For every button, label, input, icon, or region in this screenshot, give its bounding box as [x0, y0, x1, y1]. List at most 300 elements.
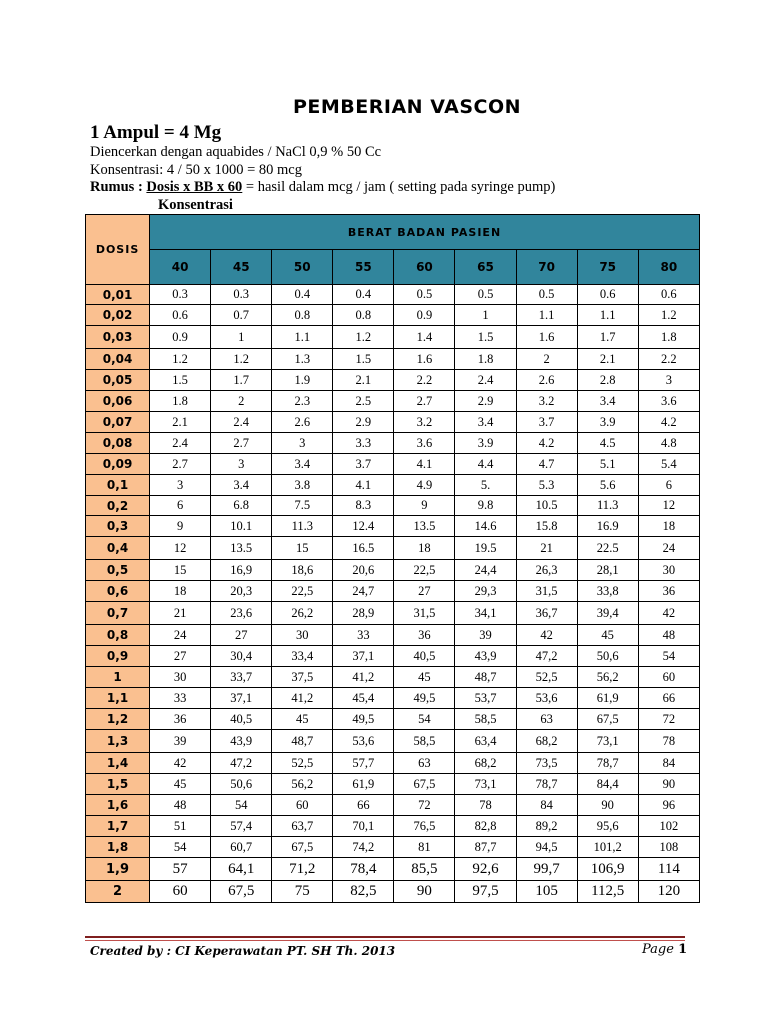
- rate-cell: 16.5: [333, 537, 394, 560]
- rate-cell: 30: [272, 625, 333, 646]
- rate-cell: 24,4: [455, 560, 516, 581]
- rate-cell: 68,2: [516, 730, 577, 753]
- rate-cell: 1.7: [211, 370, 272, 391]
- rate-cell: 18: [394, 537, 455, 560]
- rate-cell: 27: [394, 581, 455, 602]
- rate-cell: 43,9: [211, 730, 272, 753]
- dilution-text: Diencerkan dengan aquabides / NaCl 0,9 % 50 Cc: [90, 144, 382, 160]
- dose-cell: 0,1: [86, 475, 150, 496]
- rate-cell: 99,7: [516, 858, 577, 881]
- dose-cell: 0,6: [86, 581, 150, 602]
- rate-cell: 8.3: [333, 496, 394, 516]
- dose-cell: 0,08: [86, 433, 150, 454]
- rate-cell: 74,2: [333, 837, 394, 858]
- rate-cell: 67,5: [394, 774, 455, 795]
- rate-cell: 1.2: [150, 349, 211, 370]
- rate-cell: 68,2: [455, 753, 516, 774]
- table-row: [86, 837, 700, 858]
- rate-cell: 33,7: [211, 667, 272, 688]
- rate-cell: 12.4: [333, 516, 394, 537]
- rate-cell: 63,7: [272, 816, 333, 837]
- rate-cell: 85,5: [394, 858, 455, 881]
- rate-cell: 24: [150, 625, 211, 646]
- rate-cell: 42: [516, 625, 577, 646]
- rate-cell: 20,6: [333, 560, 394, 581]
- rate-cell: 114: [638, 858, 699, 881]
- rate-cell: 78,4: [333, 858, 394, 881]
- rate-cell: 3.7: [333, 454, 394, 475]
- weight-header-cell: 60: [394, 250, 455, 285]
- table-row: [86, 881, 700, 903]
- dose-cell: 1,6: [86, 795, 150, 816]
- rate-cell: 0.8: [272, 305, 333, 326]
- dose-cell: 1: [86, 667, 150, 688]
- rate-cell: 41,2: [333, 667, 394, 688]
- rate-cell: 51: [150, 816, 211, 837]
- rate-cell: 3.3: [333, 433, 394, 454]
- formula-denominator: Konsentrasi: [158, 197, 233, 213]
- rate-cell: 18: [150, 581, 211, 602]
- rate-cell: 3.2: [516, 391, 577, 412]
- rate-cell: 5.3: [516, 475, 577, 496]
- rate-cell: 2.7: [211, 433, 272, 454]
- rate-cell: 4.8: [638, 433, 699, 454]
- rate-cell: 1.8: [638, 326, 699, 349]
- rate-cell: 37,1: [211, 688, 272, 709]
- rate-cell: 73,5: [516, 753, 577, 774]
- rate-cell: 40,5: [211, 709, 272, 730]
- rate-cell: 2: [211, 391, 272, 412]
- rate-cell: 3.9: [455, 433, 516, 454]
- rate-cell: 3.6: [638, 391, 699, 412]
- rate-cell: 101,2: [577, 837, 638, 858]
- dose-cell: 0,3: [86, 516, 150, 537]
- rate-cell: 2.1: [333, 370, 394, 391]
- rate-cell: 97,5: [455, 881, 516, 903]
- rate-cell: 84,4: [577, 774, 638, 795]
- rate-cell: 33: [333, 625, 394, 646]
- rate-cell: 1.5: [150, 370, 211, 391]
- rate-cell: 16,9: [211, 560, 272, 581]
- rate-cell: 7.5: [272, 496, 333, 516]
- rate-cell: 5.: [455, 475, 516, 496]
- rate-cell: 5.4: [638, 454, 699, 475]
- weight-header-cell: 65: [455, 250, 516, 285]
- dose-cell: 1,9: [86, 858, 150, 881]
- rate-cell: 20,3: [211, 581, 272, 602]
- rate-cell: 45: [272, 709, 333, 730]
- dose-cell: 1,3: [86, 730, 150, 753]
- rate-cell: 78,7: [516, 774, 577, 795]
- rate-cell: 1.3: [272, 349, 333, 370]
- dose-table-body: [86, 285, 700, 903]
- dose-cell: 0,05: [86, 370, 150, 391]
- rate-cell: 73,1: [455, 774, 516, 795]
- rate-cell: 21: [150, 602, 211, 625]
- table-row: [86, 537, 700, 560]
- rate-cell: 39: [150, 730, 211, 753]
- rate-cell: 42: [150, 753, 211, 774]
- weight-group-header: BERAT BADAN PASIEN: [150, 215, 700, 250]
- rate-cell: 2.2: [394, 370, 455, 391]
- ampul-heading: 1 Ampul = 4 Mg: [90, 122, 222, 143]
- rate-cell: 67,5: [577, 709, 638, 730]
- dose-cell: 0,9: [86, 646, 150, 667]
- rate-cell: 4.7: [516, 454, 577, 475]
- table-row: [86, 496, 700, 516]
- rate-cell: 90: [577, 795, 638, 816]
- rate-cell: 58,5: [455, 709, 516, 730]
- rate-cell: 48: [638, 625, 699, 646]
- rate-cell: 21: [516, 537, 577, 560]
- rate-cell: 28,1: [577, 560, 638, 581]
- rate-cell: 10.1: [211, 516, 272, 537]
- rate-cell: 90: [394, 881, 455, 903]
- rate-cell: 4.9: [394, 475, 455, 496]
- rate-cell: 0.4: [333, 285, 394, 305]
- rate-cell: 72: [394, 795, 455, 816]
- rate-cell: 4.1: [333, 475, 394, 496]
- rate-cell: 2: [516, 349, 577, 370]
- rate-cell: 60: [638, 667, 699, 688]
- rate-cell: 57,7: [333, 753, 394, 774]
- rate-cell: 18,6: [272, 560, 333, 581]
- rate-cell: 1.1: [516, 305, 577, 326]
- rate-cell: 72: [638, 709, 699, 730]
- dosis-header: DOSIS: [86, 215, 150, 285]
- rate-cell: 1.9: [272, 370, 333, 391]
- rate-cell: 53,6: [516, 688, 577, 709]
- rate-cell: 57: [150, 858, 211, 881]
- rate-cell: 2.4: [150, 433, 211, 454]
- rate-cell: 1.5: [455, 326, 516, 349]
- dose-table: [85, 214, 700, 903]
- rate-cell: 63: [394, 753, 455, 774]
- formula-label: Rumus :: [90, 179, 147, 195]
- footer-rule: [85, 936, 685, 938]
- rate-cell: 47,2: [516, 646, 577, 667]
- rate-cell: 71,2: [272, 858, 333, 881]
- table-row: [86, 667, 700, 688]
- rate-cell: 49,5: [333, 709, 394, 730]
- rate-cell: 95,6: [577, 816, 638, 837]
- dose-cell: 0,4: [86, 537, 150, 560]
- rate-cell: 3.4: [577, 391, 638, 412]
- rate-cell: 1.2: [211, 349, 272, 370]
- formula-result: = hasil dalam mcg / jam ( setting pada syringe pump): [242, 179, 556, 195]
- rate-cell: 24,7: [333, 581, 394, 602]
- rate-cell: 33: [150, 688, 211, 709]
- rate-cell: 3.9: [577, 412, 638, 433]
- dose-cell: 0,06: [86, 391, 150, 412]
- rate-cell: 45: [577, 625, 638, 646]
- dose-cell: 1,7: [86, 816, 150, 837]
- rate-cell: 12: [150, 537, 211, 560]
- rate-cell: 4.2: [516, 433, 577, 454]
- rate-cell: 27: [150, 646, 211, 667]
- rate-cell: 24: [638, 537, 699, 560]
- table-row: [86, 391, 700, 412]
- rate-cell: 0.9: [394, 305, 455, 326]
- dose-cell: 0,7: [86, 602, 150, 625]
- table-row: [86, 688, 700, 709]
- rate-cell: 3.2: [394, 412, 455, 433]
- table-row: [86, 349, 700, 370]
- rate-cell: 28,9: [333, 602, 394, 625]
- rate-cell: 22.5: [577, 537, 638, 560]
- dose-cell: 2: [86, 881, 150, 903]
- rate-cell: 9: [394, 496, 455, 516]
- table-row: [86, 433, 700, 454]
- rate-cell: 16.9: [577, 516, 638, 537]
- rate-cell: 39: [455, 625, 516, 646]
- footer-credit: Created by : CI Keperawatan PT. SH Th. 2013: [90, 944, 396, 958]
- table-row: [86, 581, 700, 602]
- rate-cell: 60,7: [211, 837, 272, 858]
- dose-cell: 0,03: [86, 326, 150, 349]
- rate-cell: 61,9: [333, 774, 394, 795]
- rate-cell: 53,6: [333, 730, 394, 753]
- rate-cell: 60: [272, 795, 333, 816]
- rate-cell: 2.8: [577, 370, 638, 391]
- footer-rule-thin: [85, 940, 685, 941]
- table-row: [86, 370, 700, 391]
- rate-cell: 3.4: [211, 475, 272, 496]
- page-title: PEMBERIAN VASCON: [293, 96, 521, 118]
- rate-cell: 3.6: [394, 433, 455, 454]
- dose-cell: 0,09: [86, 454, 150, 475]
- rate-cell: 15: [272, 537, 333, 560]
- rate-cell: 22,5: [272, 581, 333, 602]
- weight-header-cell: 45: [211, 250, 272, 285]
- rate-cell: 0.7: [211, 305, 272, 326]
- rate-cell: 30,4: [211, 646, 272, 667]
- rate-cell: 36,7: [516, 602, 577, 625]
- rate-cell: 0.5: [394, 285, 455, 305]
- rate-cell: 37,1: [333, 646, 394, 667]
- table-row: [86, 516, 700, 537]
- rate-cell: 106,9: [577, 858, 638, 881]
- rate-cell: 84: [638, 753, 699, 774]
- weight-header-cell: 50: [272, 250, 333, 285]
- rate-cell: 3.4: [272, 454, 333, 475]
- dose-cell: 1,8: [86, 837, 150, 858]
- rate-cell: 78,7: [577, 753, 638, 774]
- page-label: Page: [642, 942, 679, 957]
- table-row: [86, 816, 700, 837]
- dose-cell: 1,4: [86, 753, 150, 774]
- rate-cell: 56,2: [577, 667, 638, 688]
- rate-cell: 5.1: [577, 454, 638, 475]
- rate-cell: 66: [333, 795, 394, 816]
- rate-cell: 43,9: [455, 646, 516, 667]
- rate-cell: 1.7: [577, 326, 638, 349]
- rate-cell: 33,4: [272, 646, 333, 667]
- rate-cell: 60: [150, 881, 211, 903]
- rate-cell: 19.5: [455, 537, 516, 560]
- table-row: [86, 412, 700, 433]
- rate-cell: 33,8: [577, 581, 638, 602]
- rate-cell: 6: [638, 475, 699, 496]
- rate-cell: 2.3: [272, 391, 333, 412]
- rate-cell: 66: [638, 688, 699, 709]
- rate-cell: 4.1: [394, 454, 455, 475]
- rate-cell: 6.8: [211, 496, 272, 516]
- rate-cell: 63,4: [455, 730, 516, 753]
- rate-cell: 39,4: [577, 602, 638, 625]
- table-row: [86, 285, 700, 305]
- rate-cell: 57,4: [211, 816, 272, 837]
- rate-cell: 67,5: [272, 837, 333, 858]
- rate-cell: 3.8: [272, 475, 333, 496]
- rate-cell: 31,5: [394, 602, 455, 625]
- weight-header-cell: 80: [638, 250, 699, 285]
- table-row: [86, 602, 700, 625]
- rate-cell: 1: [211, 326, 272, 349]
- table-row: [86, 753, 700, 774]
- table-row: [86, 709, 700, 730]
- rate-cell: 63: [516, 709, 577, 730]
- rate-cell: 1.2: [638, 305, 699, 326]
- rate-cell: 2.4: [211, 412, 272, 433]
- rate-cell: 92,6: [455, 858, 516, 881]
- rate-cell: 52,5: [272, 753, 333, 774]
- weight-header-cell: 75: [577, 250, 638, 285]
- rate-cell: 0.4: [272, 285, 333, 305]
- weight-header-cell: 55: [333, 250, 394, 285]
- dose-cell: 0,07: [86, 412, 150, 433]
- dose-cell: 0,8: [86, 625, 150, 646]
- rate-cell: 0.6: [577, 285, 638, 305]
- rate-cell: 94,5: [516, 837, 577, 858]
- rate-cell: 1.1: [577, 305, 638, 326]
- rate-cell: 70,1: [333, 816, 394, 837]
- rate-cell: 1.8: [455, 349, 516, 370]
- rate-cell: 120: [638, 881, 699, 903]
- rate-cell: 18: [638, 516, 699, 537]
- dose-cell: 0,04: [86, 349, 150, 370]
- rate-cell: 2.5: [333, 391, 394, 412]
- rate-cell: 0.3: [211, 285, 272, 305]
- dose-cell: 1,5: [86, 774, 150, 795]
- rate-cell: 67,5: [211, 881, 272, 903]
- rate-cell: 34,1: [455, 602, 516, 625]
- rate-cell: 1.2: [333, 326, 394, 349]
- rate-cell: 90: [638, 774, 699, 795]
- rate-cell: 3: [211, 454, 272, 475]
- rate-cell: 41,2: [272, 688, 333, 709]
- rate-cell: 1.6: [516, 326, 577, 349]
- rate-cell: 84: [516, 795, 577, 816]
- table-row: [86, 858, 700, 881]
- dose-cell: 0,5: [86, 560, 150, 581]
- rate-cell: 76,5: [394, 816, 455, 837]
- dose-cell: 1,1: [86, 688, 150, 709]
- rate-cell: 105: [516, 881, 577, 903]
- rate-cell: 2.4: [455, 370, 516, 391]
- rate-cell: 54: [211, 795, 272, 816]
- rate-cell: 3: [150, 475, 211, 496]
- rate-cell: 0.8: [333, 305, 394, 326]
- rate-cell: 54: [150, 837, 211, 858]
- rate-cell: 81: [394, 837, 455, 858]
- rate-cell: 48,7: [272, 730, 333, 753]
- page-number: 1: [678, 942, 688, 957]
- rate-cell: 10.5: [516, 496, 577, 516]
- formula-numerator: Dosis x BB x 60: [146, 179, 243, 195]
- rate-cell: 78: [455, 795, 516, 816]
- table-row: [86, 560, 700, 581]
- rate-cell: 1.5: [333, 349, 394, 370]
- rate-cell: 48,7: [455, 667, 516, 688]
- rate-cell: 108: [638, 837, 699, 858]
- rate-cell: 82,8: [455, 816, 516, 837]
- rate-cell: 11.3: [272, 516, 333, 537]
- rate-cell: 87,7: [455, 837, 516, 858]
- rate-cell: 2.9: [333, 412, 394, 433]
- table-row: [86, 326, 700, 349]
- rate-cell: 37,5: [272, 667, 333, 688]
- rate-cell: 6: [150, 496, 211, 516]
- rate-cell: 1.8: [150, 391, 211, 412]
- rate-cell: 36: [394, 625, 455, 646]
- rate-cell: 56,2: [272, 774, 333, 795]
- rate-cell: 75: [272, 881, 333, 903]
- rate-cell: 3: [272, 433, 333, 454]
- rate-cell: 73,1: [577, 730, 638, 753]
- rate-cell: 2.2: [638, 349, 699, 370]
- rate-cell: 102: [638, 816, 699, 837]
- rate-cell: 42: [638, 602, 699, 625]
- rate-cell: 2.1: [150, 412, 211, 433]
- rate-cell: 23,6: [211, 602, 272, 625]
- rate-cell: 89,2: [516, 816, 577, 837]
- rate-cell: 78: [638, 730, 699, 753]
- table-row: [86, 454, 700, 475]
- rate-cell: 64,1: [211, 858, 272, 881]
- rate-cell: 11.3: [577, 496, 638, 516]
- rate-cell: 0.6: [150, 305, 211, 326]
- dose-cell: 0,2: [86, 496, 150, 516]
- rate-cell: 36: [638, 581, 699, 602]
- rate-cell: 2.9: [455, 391, 516, 412]
- rate-cell: 61,9: [577, 688, 638, 709]
- rate-cell: 50,6: [211, 774, 272, 795]
- dose-cell: 0,02: [86, 305, 150, 326]
- rate-cell: 1.1: [272, 326, 333, 349]
- rate-cell: 2.6: [272, 412, 333, 433]
- rate-cell: 26,2: [272, 602, 333, 625]
- rate-cell: 1.6: [394, 349, 455, 370]
- rate-cell: 9.8: [455, 496, 516, 516]
- table-row: [86, 646, 700, 667]
- formula-line: [90, 179, 555, 196]
- rate-cell: 30: [150, 667, 211, 688]
- table-row: [86, 305, 700, 326]
- rate-cell: 2.7: [150, 454, 211, 475]
- table-row: [86, 774, 700, 795]
- rate-cell: 12: [638, 496, 699, 516]
- rate-cell: 0.6: [638, 285, 699, 305]
- rate-cell: 29,3: [455, 581, 516, 602]
- rate-cell: 53,7: [455, 688, 516, 709]
- rate-cell: 2.6: [516, 370, 577, 391]
- footer-page: [642, 942, 687, 957]
- rate-cell: 82,5: [333, 881, 394, 903]
- rate-cell: 48: [150, 795, 211, 816]
- rate-cell: 22,5: [394, 560, 455, 581]
- dose-cell: 1,2: [86, 709, 150, 730]
